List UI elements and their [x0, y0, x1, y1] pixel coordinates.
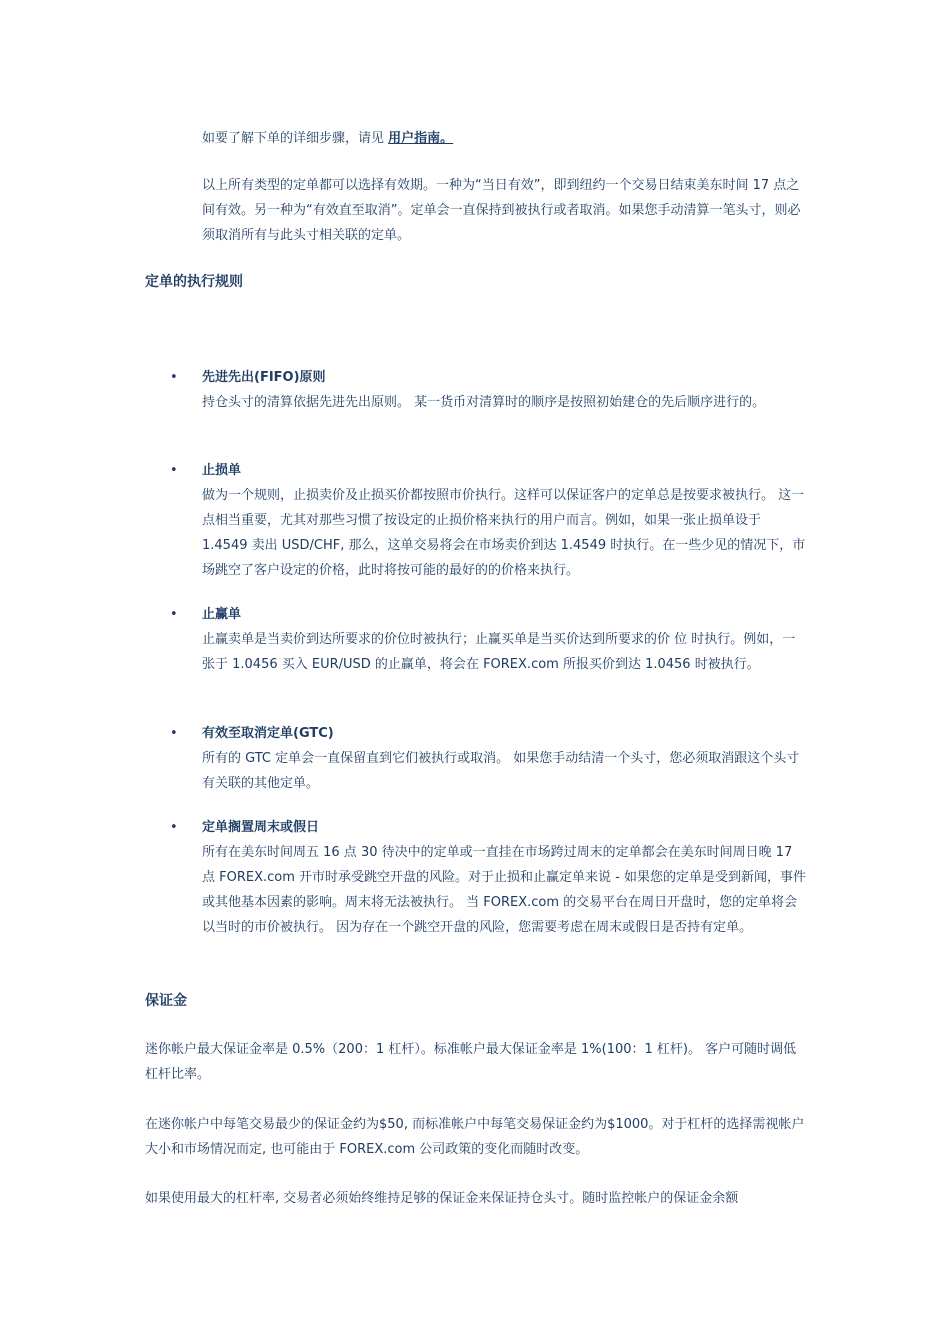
rule-title: 定单搁置周末或假日 — [202, 820, 320, 835]
margin-paragraph-2: 在迷你帐户中每笔交易最少的保证金约为$50, 而标准帐户中每笔交易保证金约为$1000。对于杠杆的选择需视帐户大小和市场情况而定, 也可能由于 FOREX.com 公司政策的变化而随时改变。 — [145, 1117, 805, 1157]
rule-title: 有效至取消定单(GTC) — [202, 726, 334, 741]
rule-body: 所有在美东时间周五 16 点 30 待决中的定单或一直挂在市场跨过周末的定单都会在美东时间周日晚 17 点 FOREX.com 开市时承受跳空开盘的风险。对于止损和止赢定单来说 - 如果您的定单是受到新闻，事件或其他基本因素的影响。周末将无法被执行。 当 FOREX.com 的交易平台在周日开盘时，您的定单将会以当时的市价被执行。 因为存在一个跳空开盘的风险，您需要考虑在周末或假日是否持有定单。 — [202, 845, 806, 935]
user-guide-link[interactable]: 用户指南。 — [388, 131, 454, 146]
guide-paragraph — [202, 126, 808, 151]
rule-title: 止赢单 — [202, 607, 242, 622]
rule-body: 持仓头寸的清算依据先进先出原则。 某一货币对清算时的顺序是按照初始建仓的先后顺序进行的。 — [202, 395, 766, 410]
rule-title: 先进先出(FIFO)原则 — [202, 370, 326, 385]
bullet-icon: • — [170, 607, 178, 622]
rule-title: 止损单 — [202, 463, 242, 478]
validity-paragraph: 以上所有类型的定单都可以选择有效期。一种为“当日有效”，即到纽约一个交易日结束美东时间 17 点之间有效。另一种为“有效直至取消”。定单会一直保持到被执行或者取消。如果您手动清算一笔头寸，则必须取消所有与此头寸相关联的定单。 — [202, 178, 801, 243]
section-heading-margin: 保证金 — [145, 993, 187, 1009]
rule-body: 止赢卖单是当卖价到达所要求的价位时被执行；止赢买单是当买价达到所要求的价 位 时执行。例如，一张于 1.0456 买入 EUR/USD 的止赢单，将会在 FOREX.com 所报买价到达 1.0456 时被执行。 — [202, 632, 796, 672]
margin-paragraph-1: 迷你帐户最大保证金率是 0.5%（200：1 杠杆）。标准帐户最大保证金率是 1%(100：1 杠杆)。 客户可随时调低杠杆比率。 — [145, 1042, 797, 1082]
bullet-icon: • — [170, 370, 178, 385]
bullet-icon: • — [170, 726, 178, 741]
rule-body: 所有的 GTC 定单会一直保留直到它们被执行或取消。 如果您手动结清一个头寸，您必须取消跟这个头寸有关联的其他定单。 — [202, 751, 800, 791]
guide-prefix: 如要了解下单的详细步骤，请见 — [202, 131, 385, 146]
section-heading-execution-rules: 定单的执行规则 — [145, 274, 243, 290]
rule-body: 做为一个规则，止损卖价及止损买价都按照市价执行。这样可以保证客户的定单总是按要求被执行。 这一点相当重要，尤其对那些习惯了按设定的止损价格来执行的用户而言。例如，如果一张止损单设于 1.4549 卖出 USD/CHF, 那么，这单交易将会在市场卖价到达 1.4549 时执行。在一些少见的情况下，市场跳空了客户设定的价格，此时将按可能的最好的的价格来执行。 — [202, 488, 806, 578]
margin-paragraph-3: 如果使用最大的杠杆率, 交易者必须始终维持足够的保证金来保证持仓头寸。随时监控帐户的保证金余额 — [145, 1191, 739, 1206]
bullet-icon: • — [170, 463, 178, 478]
bullet-icon: • — [170, 820, 178, 835]
